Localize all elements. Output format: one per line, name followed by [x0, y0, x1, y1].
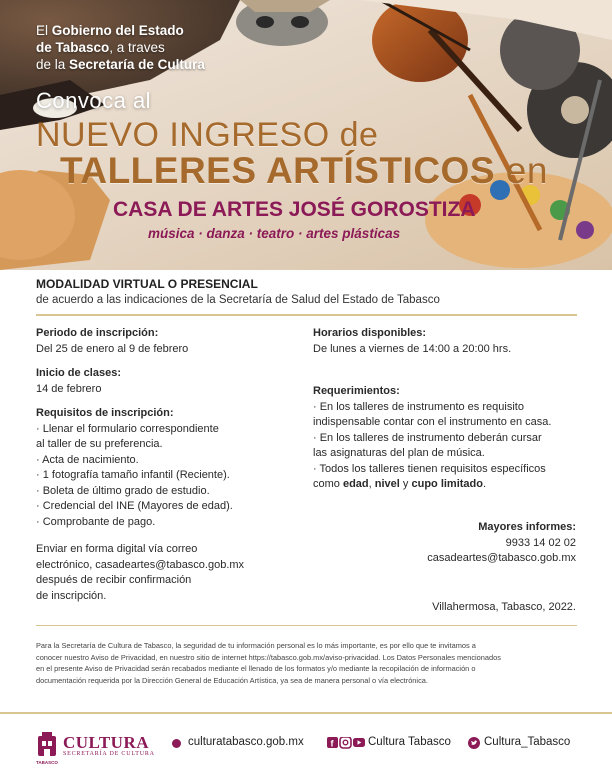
twitter-icon[interactable]: [468, 737, 480, 749]
list-item: indispensable contar con el instrumento en casa.: [313, 416, 552, 428]
list-item: · Boleta de último grado de estudio.: [36, 484, 210, 497]
requerimientos-block: [313, 384, 551, 493]
requerimientos-label: Requerimientos:: [313, 385, 400, 397]
facebook-icon[interactable]: [327, 737, 338, 749]
privacy-line: conocer nuestro Aviso de Privacidad, en nuestro sitio de internet https://tabasco.gob.mx/aviso-privacidad. Los Datos Personales mencionados: [36, 652, 501, 662]
inicio-label: Inicio de clases:: [36, 367, 121, 379]
list-item: las asignaturas del plan de música.: [313, 447, 485, 459]
privacy-line: en el presente Aviso de Privacidad serán recabados mediante el llenado de los formatos y/o mediante la recopilación de información o: [36, 664, 476, 674]
footer-social-handle[interactable]: Cultura Tabasco: [368, 736, 451, 748]
inscripcion-block: [36, 326, 188, 357]
envio-line: de inscripción.: [36, 589, 107, 602]
envio-line: Enviar en forma digital vía correo: [36, 543, 198, 555]
title-line-2: TALLERES ARTÍSTICOS en: [60, 150, 548, 191]
hero-text: [0, 0, 612, 270]
horarios-label: Horarios disponibles:: [313, 327, 427, 339]
horarios-value: De lunes a viernes de 14:00 a 20:00 hrs.: [313, 342, 512, 355]
title-line-1: NUEVO INGRESO de: [36, 116, 379, 154]
requisitos-label: Requisitos de inscripción:: [36, 407, 174, 419]
list-item: · 1 fotografía tamaño infantil (Reciente).: [36, 469, 230, 481]
social-icons: [327, 737, 365, 749]
footer-twitter-handle[interactable]: Cultura_Tabasco: [484, 736, 571, 748]
modalidad-title: MODALIDAD VIRTUAL O PRESENCIAL: [36, 277, 258, 291]
privacy-line: Para la Secretaría de Cultura de Tabasco, la seguridad de tu información personal es lo más importante, es por ello que te invitamos a: [36, 641, 476, 650]
footer-divider: [0, 712, 612, 714]
footer-logo-text: TABASCO: [36, 760, 58, 765]
youtube-icon[interactable]: [353, 738, 365, 747]
convoca-text: Convoca al: [36, 88, 152, 113]
bullet-dot-icon: [172, 739, 181, 748]
privacy-line: documentación requerida por la Dirección General de Educación Artística, ya sea de manera personal o vía electrónica.: [36, 675, 428, 685]
privacy-divider: [36, 625, 577, 626]
svg-text:f: f: [330, 738, 334, 749]
inscripcion-value: Del 25 de enero al 9 de febrero: [36, 342, 189, 355]
horarios-block: [313, 326, 511, 357]
list-item: · En los talleres de instrumento deberán cursar: [313, 431, 542, 444]
informes-email[interactable]: casadeartes@tabasco.gob.mx: [427, 552, 576, 564]
intro-text: El Gobierno del Estado de Tabasco, a traves de la Secretaría de Cultura: [36, 23, 205, 72]
hero-banner: [0, 0, 612, 270]
inicio-value: 14 de febrero: [36, 382, 102, 395]
inicio-block: [36, 366, 121, 397]
disciplines-text: música · danza · teatro · artes plásticas: [148, 226, 401, 241]
list-item: como edad, nivel y cupo limitado.: [313, 478, 487, 490]
privacy-notice: [36, 640, 581, 686]
venue-title: CASA DE ARTES JOSÉ GOROSTIZA: [113, 198, 476, 221]
modalidad-subtitle: de acuerdo a las indicaciones de la Secretaría de Salud del Estado de Tabasco: [36, 294, 440, 306]
inscripcion-label: Periodo de inscripción:: [36, 327, 159, 339]
requisitos-block: [36, 406, 233, 530]
informes-phone[interactable]: 9933 14 02 02: [505, 536, 576, 549]
list-item: · En los talleres de instrumento es requisito: [313, 400, 524, 413]
envio-block: [36, 542, 244, 604]
footer-brand-sub: SECRETARÍA DE CULTURA: [63, 751, 155, 757]
informes-block: [427, 520, 576, 567]
footer-website-link[interactable]: culturatabasco.gob.mx: [188, 736, 304, 748]
cultura-logo-icon: [36, 730, 58, 760]
list-item: · Credencial del INE (Mayores de edad).: [36, 500, 233, 512]
list-item: · Todos los talleres tienen requisitos específicos: [313, 462, 546, 475]
section-divider: [36, 314, 577, 316]
list-item: · Comprobante de pago.: [36, 515, 156, 528]
informes-label: Mayores informes:: [478, 521, 576, 533]
envio-line: después de recibir confirmación: [36, 574, 192, 586]
place-date: Villahermosa, Tabasco, 2022.: [432, 601, 576, 613]
instagram-icon[interactable]: [340, 737, 351, 748]
list-item: al taller de su preferencia.: [36, 438, 163, 450]
list-item: · Llenar el formulario correspondiente: [36, 422, 219, 435]
footer-brand: CULTURA: [63, 733, 150, 752]
envio-line: electrónico, casadeartes@tabasco.gob.mx: [36, 558, 245, 571]
list-item: · Acta de nacimiento.: [36, 453, 139, 466]
